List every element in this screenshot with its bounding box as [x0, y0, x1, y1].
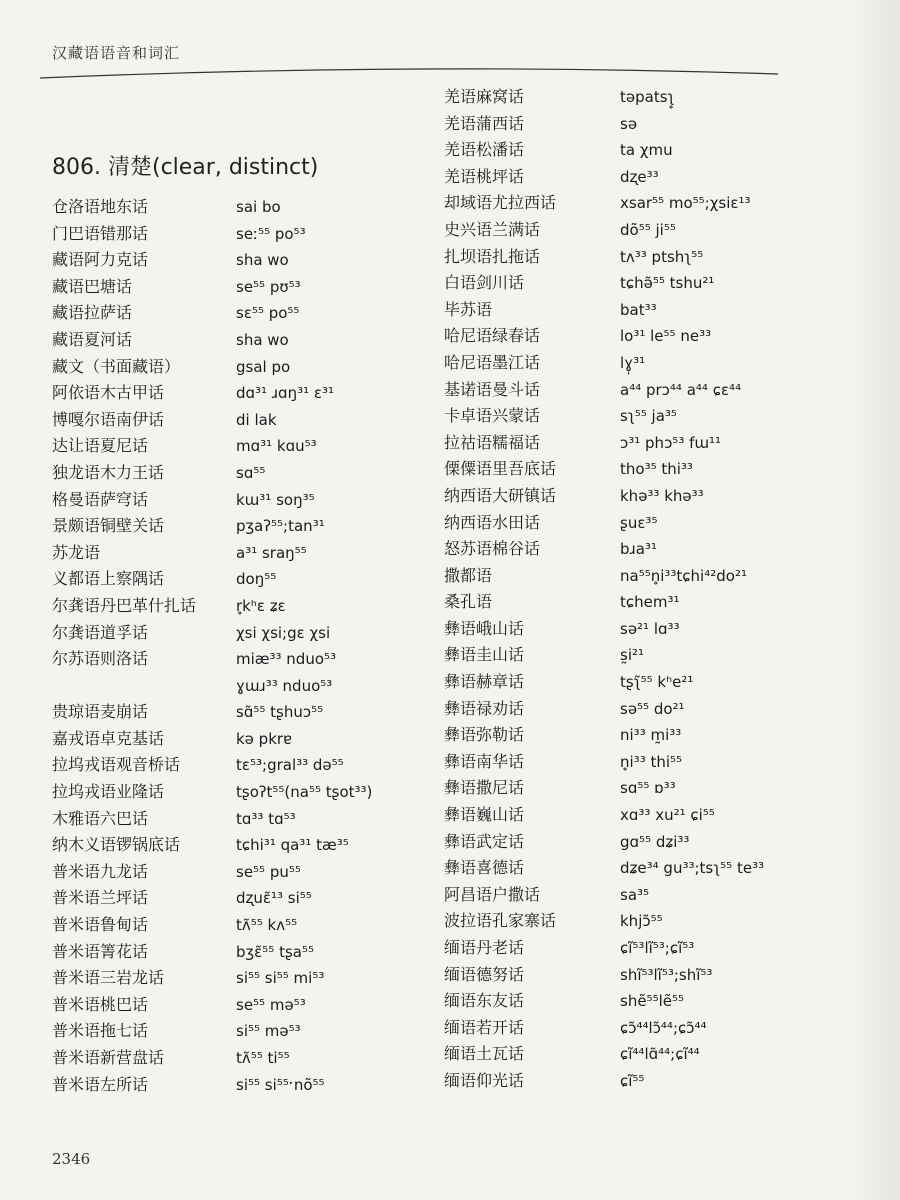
phonetic-form: bʒɛ̃⁵⁵ tʂa⁵⁵	[236, 942, 315, 961]
language-name: 哈尼语墨江话	[444, 352, 541, 372]
language-name: 普米语鲁甸话	[52, 915, 149, 935]
language-name: 彝语弥勒话	[444, 725, 525, 745]
language-name: 仓洛语地东话	[52, 197, 149, 216]
phonetic-form: a⁴⁴ prɔ⁴⁴ a⁴⁴ ɕɛ⁴⁴	[620, 380, 742, 399]
language-name: 卡卓语兴蒙话	[444, 406, 541, 426]
phonetic-form: shĩ⁵³lĩ⁵³;shĩ⁵³	[620, 965, 713, 984]
language-name: 羌语麻窝话	[444, 87, 525, 106]
phonetic-form: dɑ³¹ ɹɑŋ³¹ ɛ³¹	[236, 384, 335, 403]
phonetic-form: xɑ³³ xu²¹ ɕi⁵⁵	[620, 806, 715, 825]
phonetic-form: ɕĩ⁵⁵	[620, 1071, 645, 1090]
running-head: 汉藏语语音和词汇	[52, 44, 181, 62]
language-name: 彝语南华话	[444, 751, 525, 771]
language-name: 纳西语大研镇话	[444, 485, 557, 505]
phonetic-form: miæ³³ nduo⁵³	[236, 650, 337, 669]
phonetic-form: bat³³	[620, 300, 657, 319]
language-name: 阿昌语户撒话	[444, 884, 541, 904]
language-name: 纳木义语锣锅底话	[52, 835, 181, 855]
entry-title	[52, 150, 318, 181]
phonetic-form: bɹa³¹	[620, 540, 657, 559]
language-name: 普米语九龙话	[52, 861, 149, 881]
phonetic-form: shẽ⁵⁵lẽ⁵⁵	[620, 992, 684, 1011]
language-name: 阿依语木古甲话	[52, 383, 165, 403]
language-name: 羌语松潘话	[444, 140, 525, 160]
phonetic-form: ni³³ m̰i³³	[620, 726, 682, 745]
language-name: 藏文（书面藏语）	[52, 356, 181, 376]
language-name: 独龙语木力王话	[52, 462, 165, 482]
phonetic-form: sɑ̃⁵⁵ tʂhuɔ⁵⁵	[236, 703, 324, 722]
phonetic-form: a³¹ sraŋ⁵⁵	[236, 543, 307, 562]
language-name: 羌语桃坪话	[444, 166, 525, 186]
phonetic-form: sə	[620, 114, 638, 133]
language-name: 格曼语萨穹话	[52, 489, 149, 509]
language-name: 拉坞戎语业隆话	[52, 782, 165, 802]
phonetic-form: khə³³ khə³³	[620, 486, 704, 505]
language-name: 波拉语孔家寨话	[444, 911, 557, 931]
entry-number: 806.	[52, 155, 101, 180]
phonetic-form: di lak	[236, 410, 277, 429]
phonetic-form: sɑ⁵⁵	[236, 463, 266, 482]
entry-gloss: 清楚(clear, distinct)	[107, 155, 319, 180]
language-name: 博嘎尔语南伊话	[52, 409, 165, 429]
phonetic-form: dõ⁵⁵ ji⁵⁵	[620, 220, 676, 239]
language-name: 景颇语铜壁关话	[52, 516, 165, 536]
phonetic-form: sə²¹ lɑ³³	[620, 619, 680, 638]
language-name: 傈僳语里吾底话	[444, 459, 557, 479]
language-name: 扎坝语扎拖话	[444, 246, 541, 266]
phonetic-form: sʅ⁵⁵ ja³⁵	[620, 407, 677, 426]
phonetic-form: pʒaʔ⁵⁵;tan³¹	[236, 517, 325, 536]
phonetic-form: ɕĩ⁵³lĩ⁵³;ɕĩ⁵³	[620, 939, 695, 957]
phonetic-form: sɛ⁵⁵ po⁵⁵	[236, 304, 300, 323]
language-name: 桑孔语	[444, 592, 493, 612]
phonetic-form: seː⁵⁵ po⁵³	[236, 224, 306, 243]
language-name: 羌语蒲西话	[444, 113, 525, 133]
phonetic-form: si⁵⁵ si⁵⁵ mi⁵³	[236, 969, 325, 988]
phonetic-form: ɔ³¹ phɔ⁵³ fɯ¹¹	[620, 433, 722, 452]
language-name: 基诺语曼斗话	[444, 379, 541, 399]
language-name: 哈尼语绿春话	[444, 326, 541, 346]
language-name: 普米语箐花话	[52, 941, 149, 961]
language-name: 拉坞戎语观音桥话	[52, 755, 181, 775]
language-name: 缅语德努话	[444, 964, 525, 984]
language-name: 彝语赫章话	[444, 672, 525, 692]
phonetic-form: ɕɔ̃⁴⁴lɔ̃⁴⁴;ɕɔ̃⁴⁴	[620, 1018, 707, 1037]
language-name: 白语剑川话	[444, 273, 525, 293]
phonetic-form: təpatsʅ̥	[620, 88, 675, 106]
language-name: 彝语武定话	[444, 831, 525, 851]
phonetic-form: sai bo	[236, 198, 281, 216]
phonetic-form: tɕhem³¹	[620, 593, 680, 612]
language-name: 普米语兰坪话	[52, 888, 149, 908]
header-rule	[40, 56, 780, 86]
phonetic-form: si⁵⁵ si⁵⁵ˑnõ⁵⁵	[236, 1075, 325, 1094]
phonetic-form: tʂoʔt⁵⁵(na⁵⁵ tʂot³³)	[236, 783, 373, 802]
language-name: 缅语土瓦话	[444, 1044, 525, 1064]
language-name: 毕苏语	[444, 299, 493, 319]
phonetic-form: tɑ³³ tɑ⁵³	[236, 809, 296, 828]
language-name: 门巴语错那话	[52, 223, 149, 243]
phonetic-form: ta χmu	[620, 141, 673, 160]
phonetic-form: doŋ⁵⁵	[236, 570, 277, 589]
phonetic-form: tʂʅ̃⁵⁵ kʰe²¹	[620, 673, 694, 692]
phonetic-form: lɣ̩³¹	[620, 353, 646, 372]
phonetic-form: si⁵⁵ mə⁵³	[236, 1022, 301, 1041]
language-name: 苏龙语	[52, 542, 101, 562]
language-name: 缅语丹老话	[444, 938, 525, 957]
phonetic-form: khjɔ̃⁵⁵	[620, 912, 663, 931]
phonetic-form: na⁵⁵n̥i³³tɕhi⁴²do²¹	[620, 566, 747, 585]
phonetic-form: se⁵⁵ pu⁵⁵	[236, 862, 301, 881]
language-name: 木雅语六巴话	[52, 808, 149, 828]
phonetic-form: tɕhə̃⁵⁵ tshu²¹	[620, 274, 715, 293]
language-name: 彝语禄劝话	[444, 698, 525, 718]
language-name: 纳西语水田话	[444, 512, 541, 532]
phonetic-form: sha wo	[236, 251, 289, 270]
language-name: 缅语仰光话	[444, 1070, 525, 1090]
phonetic-form: tʌ̃⁵⁵ ti⁵⁵	[236, 1049, 290, 1067]
phonetic-form: kə pkrɐ	[236, 729, 293, 748]
language-name: 却域语尤拉西话	[444, 193, 557, 213]
language-name: 藏语夏河话	[52, 329, 133, 349]
phonetic-form: dʑe³⁴ gu³³;tsʅ⁵⁵ te³³	[620, 859, 765, 878]
language-name: 缅语东友话	[444, 991, 525, 1011]
phonetic-form: tʌ³³ ptshʅ⁵⁵	[620, 247, 704, 266]
phonetic-form: tɕhi³¹ qa³¹ tæ³⁵	[236, 836, 349, 855]
language-name: 缅语若开话	[444, 1017, 525, 1037]
language-name: 普米语桃巴话	[52, 994, 149, 1014]
phonetic-form: tɛ⁵³;gral³³ də⁵⁵	[236, 756, 344, 775]
language-name: 史兴语兰满话	[444, 219, 541, 239]
phonetic-form: lo³¹ le⁵⁵ ne³³	[620, 327, 712, 346]
page-number: 2346	[52, 1150, 91, 1168]
language-name: 藏语阿力克话	[52, 250, 149, 270]
phonetic-form: tho³⁵ thi³³	[620, 460, 693, 479]
language-name: 彝语圭山话	[444, 645, 525, 665]
language-name: 藏语拉萨话	[52, 303, 133, 323]
phonetic-form: ɣɯɹ³³ nduo⁵³	[236, 676, 333, 695]
language-name: 彝语巍山话	[444, 805, 525, 825]
language-name: 撒都语	[444, 565, 493, 585]
phonetic-form: tʌ̃⁵⁵ kʌ⁵⁵	[236, 916, 298, 935]
language-name: 尔龚语丹巴革什扎话	[52, 595, 197, 615]
phonetic-form: dʐe³³	[620, 167, 659, 186]
phonetic-form: xsar⁵⁵ mo⁵⁵;χsiɛ¹³	[620, 194, 751, 213]
language-name: 普米语新营盘话	[52, 1048, 165, 1067]
language-name: 彝语撒尼话	[444, 778, 525, 798]
language-name: 普米语左所话	[52, 1074, 149, 1094]
phonetic-form: sa³⁵	[620, 885, 650, 904]
phonetic-form: sha wo	[236, 330, 289, 349]
language-name: 贵琼语麦崩话	[52, 702, 149, 722]
language-name: 尔苏语则洛话	[52, 649, 149, 669]
phonetic-form: sə⁵⁵ do²¹	[620, 699, 685, 718]
language-name: 普米语拖七话	[52, 1021, 149, 1041]
phonetic-form: ɕĩ⁴⁴lɑ̃⁴⁴;ɕĩ⁴⁴	[620, 1045, 700, 1064]
language-name: 义都语上察隅话	[52, 569, 165, 589]
language-name: 拉祜语糯福话	[444, 432, 541, 452]
phonetic-form: se⁵⁵ mə⁵³	[236, 995, 306, 1014]
phonetic-form: r̥kʰɛ ʑɛ	[236, 596, 286, 615]
phonetic-form: se⁵⁵ pʊ⁵³	[236, 277, 301, 296]
phonetic-form: gɑ⁵⁵ dʑi³³	[620, 832, 690, 851]
language-name: 普米语三岩龙话	[52, 968, 165, 988]
language-name: 怒苏语棉谷话	[444, 539, 541, 559]
language-name: 达让语夏尼话	[52, 436, 149, 456]
phonetic-form: mɑ³¹ kɑu⁵³	[236, 437, 317, 456]
language-name: 彝语峨山话	[444, 618, 525, 638]
language-name: 嘉戎语卓克基话	[52, 728, 165, 748]
language-name: 藏语巴塘话	[52, 276, 133, 296]
phonetic-form: dʐuɛ̃¹³ si⁵⁵	[236, 889, 312, 908]
phonetic-form: kɯ³¹ soŋ³⁵	[236, 490, 315, 509]
phonetic-form: ʂuɛ³⁵	[620, 513, 658, 532]
page-edge-shadow	[850, 0, 900, 1200]
language-name: 彝语喜德话	[444, 858, 525, 878]
phonetic-form: n̥i³³ thi⁵⁵	[620, 752, 683, 771]
language-name: 尔龚语道孚话	[52, 622, 149, 642]
phonetic-form: gsal po	[236, 357, 291, 376]
phonetic-form: sɑ⁵⁵ ɒ³³	[620, 779, 676, 798]
phonetic-form: s̰i²¹	[620, 646, 645, 665]
phonetic-form: χsi χsi;gɛ χsi	[236, 623, 331, 642]
